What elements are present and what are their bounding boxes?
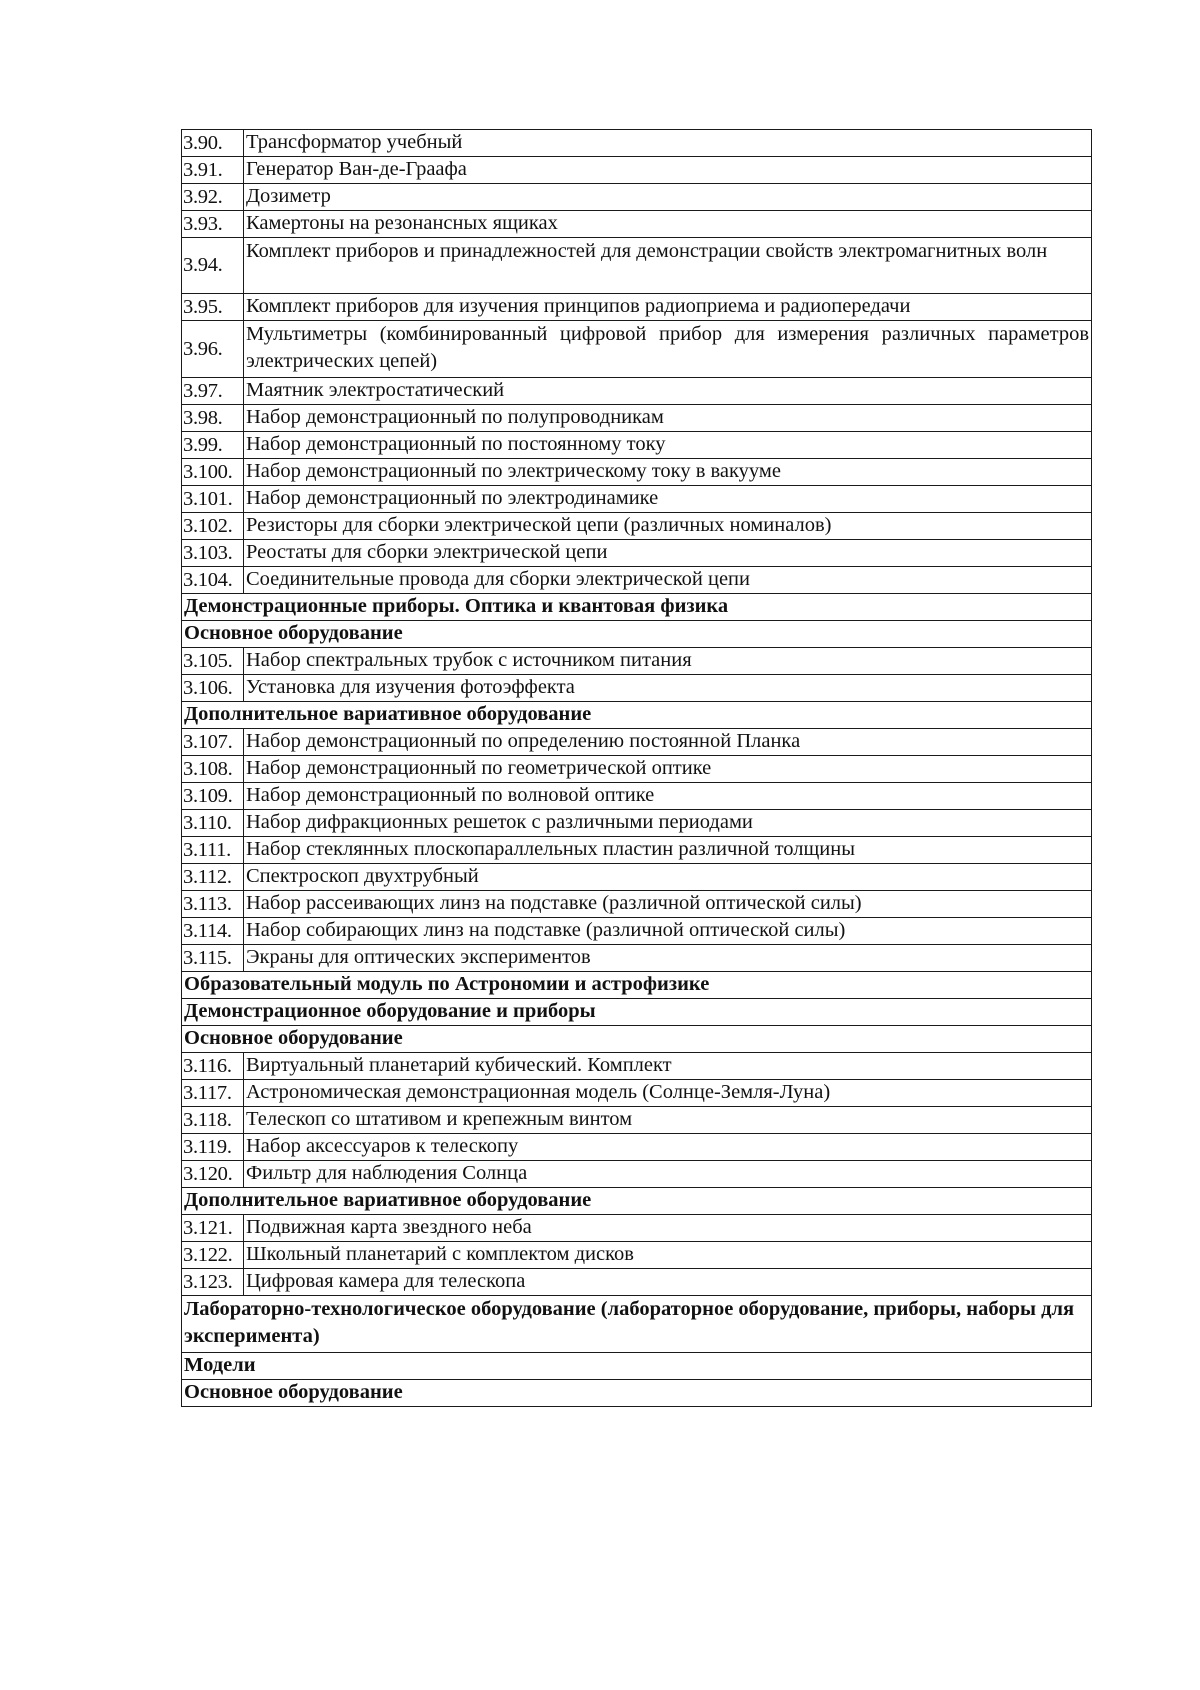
item-number: 3.102. [182,513,244,540]
item-number: 3.94. [182,238,244,294]
item-number: 3.116. [182,1053,244,1080]
item-name: Резисторы для сборки электрической цепи (различных номиналов) [244,513,1092,540]
item-number: 3.100. [182,459,244,486]
equipment-table-body [182,130,1092,1407]
section-header-row [182,972,1092,999]
section-header: Демонстрационные приборы. Оптика и квантовая физика [182,594,1092,621]
section-header: Дополнительное вариативное оборудование [182,1188,1092,1215]
item-name: Набор демонстрационный по электродинамике [244,486,1092,513]
table-row [182,1134,1092,1161]
section-header-row [182,621,1092,648]
item-name: Комплект приборов для изучения принципов радиоприема и радиопередачи [244,294,1092,321]
table-row [182,378,1092,405]
item-number: 3.96. [182,321,244,378]
item-number: 3.101. [182,486,244,513]
table-row [182,157,1092,184]
item-name: Соединительные провода для сборки электрической цепи [244,567,1092,594]
section-header-row [182,594,1092,621]
item-number: 3.110. [182,810,244,837]
item-name: Астрономическая демонстрационная модель (Солнце-Земля-Луна) [244,1080,1092,1107]
item-name: Генератор Ван-де-Граафа [244,157,1092,184]
item-number: 3.108. [182,756,244,783]
table-row [182,1053,1092,1080]
item-number: 3.98. [182,405,244,432]
section-header: Дополнительное вариативное оборудование [182,702,1092,729]
table-row [182,864,1092,891]
table-row [182,1107,1092,1134]
item-name: Набор спектральных трубок с источником питания [244,648,1092,675]
section-header: Лабораторно-технологическое оборудование (лабораторное оборудование, приборы, наборы для эксперимента) [182,1296,1092,1353]
table-row [182,648,1092,675]
item-number: 3.123. [182,1269,244,1296]
table-row [182,945,1092,972]
item-name: Дозиметр [244,184,1092,211]
section-header-row [182,1188,1092,1215]
item-number: 3.91. [182,157,244,184]
table-row [182,1161,1092,1188]
item-name: Спектроскоп двухтрубный [244,864,1092,891]
item-name: Набор демонстрационный по электрическому току в вакууме [244,459,1092,486]
section-header: Основное оборудование [182,621,1092,648]
table-row [182,675,1092,702]
item-number: 3.104. [182,567,244,594]
table-row [182,918,1092,945]
item-number: 3.118. [182,1107,244,1134]
item-name: Набор демонстрационный по волновой оптике [244,783,1092,810]
item-name: Набор стеклянных плоскопараллельных пластин различной толщины [244,837,1092,864]
section-header-row [182,1380,1092,1407]
item-name: Набор рассеивающих линз на подставке (различной оптической силы) [244,891,1092,918]
item-name: Набор демонстрационный по постоянному току [244,432,1092,459]
table-row [182,1215,1092,1242]
section-header-row [182,1026,1092,1053]
item-name: Школьный планетарий с комплектом дисков [244,1242,1092,1269]
section-header-row [182,999,1092,1026]
table-row [182,567,1092,594]
item-number: 3.112. [182,864,244,891]
table-row [182,729,1092,756]
item-name: Маятник электростатический [244,378,1092,405]
table-row [182,1242,1092,1269]
section-header: Демонстрационное оборудование и приборы [182,999,1092,1026]
item-number: 3.105. [182,648,244,675]
item-number: 3.117. [182,1080,244,1107]
item-name: Набор дифракционных решеток с различными периодами [244,810,1092,837]
table-row [182,756,1092,783]
section-header-row [182,702,1092,729]
item-name: Набор демонстрационный по геометрической оптике [244,756,1092,783]
section-header-row [182,1353,1092,1380]
table-row [182,432,1092,459]
table-row [182,837,1092,864]
table-row [182,211,1092,238]
table-row [182,294,1092,321]
table-row [182,540,1092,567]
item-name: Набор собирающих линз на подставке (различной оптической силы) [244,918,1092,945]
table-row [182,405,1092,432]
section-header: Основное оборудование [182,1380,1092,1407]
item-number: 3.92. [182,184,244,211]
item-number: 3.114. [182,918,244,945]
table-row [182,513,1092,540]
item-number: 3.121. [182,1215,244,1242]
item-name: Телескоп со штативом и крепежным винтом [244,1107,1092,1134]
item-number: 3.99. [182,432,244,459]
item-name: Подвижная карта звездного неба [244,1215,1092,1242]
item-number: 3.113. [182,891,244,918]
item-number: 3.119. [182,1134,244,1161]
item-name: Мультиметры (комбинированный цифровой прибор для измерения различных параметров электрических цепей) [244,321,1092,378]
item-number: 3.106. [182,675,244,702]
table-row [182,1080,1092,1107]
item-name: Установка для изучения фотоэффекта [244,675,1092,702]
item-number: 3.103. [182,540,244,567]
item-number: 3.111. [182,837,244,864]
table-row [182,486,1092,513]
table-row [182,130,1092,157]
item-number: 3.95. [182,294,244,321]
item-number: 3.109. [182,783,244,810]
table-row [182,238,1092,294]
section-header: Образовательный модуль по Астрономии и астрофизике [182,972,1092,999]
item-name: Трансформатор учебный [244,130,1092,157]
table-row [182,783,1092,810]
item-number: 3.97. [182,378,244,405]
item-number: 3.115. [182,945,244,972]
item-name: Камертоны на резонансных ящиках [244,211,1092,238]
item-name: Реостаты для сборки электрической цепи [244,540,1092,567]
table-row [182,459,1092,486]
item-name: Экраны для оптических экспериментов [244,945,1092,972]
item-number: 3.122. [182,1242,244,1269]
section-header: Основное оборудование [182,1026,1092,1053]
item-name: Набор демонстрационный по полупроводникам [244,405,1092,432]
item-number: 3.120. [182,1161,244,1188]
table-row [182,891,1092,918]
equipment-table [181,129,1092,1407]
table-row [182,184,1092,211]
table-row [182,1269,1092,1296]
item-name: Виртуальный планетарий кубический. Комплект [244,1053,1092,1080]
table-row [182,321,1092,378]
item-name: Комплект приборов и принадлежностей для демонстрации свойств электромагнитных волн [244,238,1092,294]
item-number: 3.90. [182,130,244,157]
item-number: 3.107. [182,729,244,756]
item-name: Набор аксессуаров к телескопу [244,1134,1092,1161]
item-number: 3.93. [182,211,244,238]
item-name: Цифровая камера для телескопа [244,1269,1092,1296]
item-name: Фильтр для наблюдения Солнца [244,1161,1092,1188]
section-header: Модели [182,1353,1092,1380]
table-row [182,810,1092,837]
section-header-row [182,1296,1092,1353]
item-name: Набор демонстрационный по определению постоянной Планка [244,729,1092,756]
